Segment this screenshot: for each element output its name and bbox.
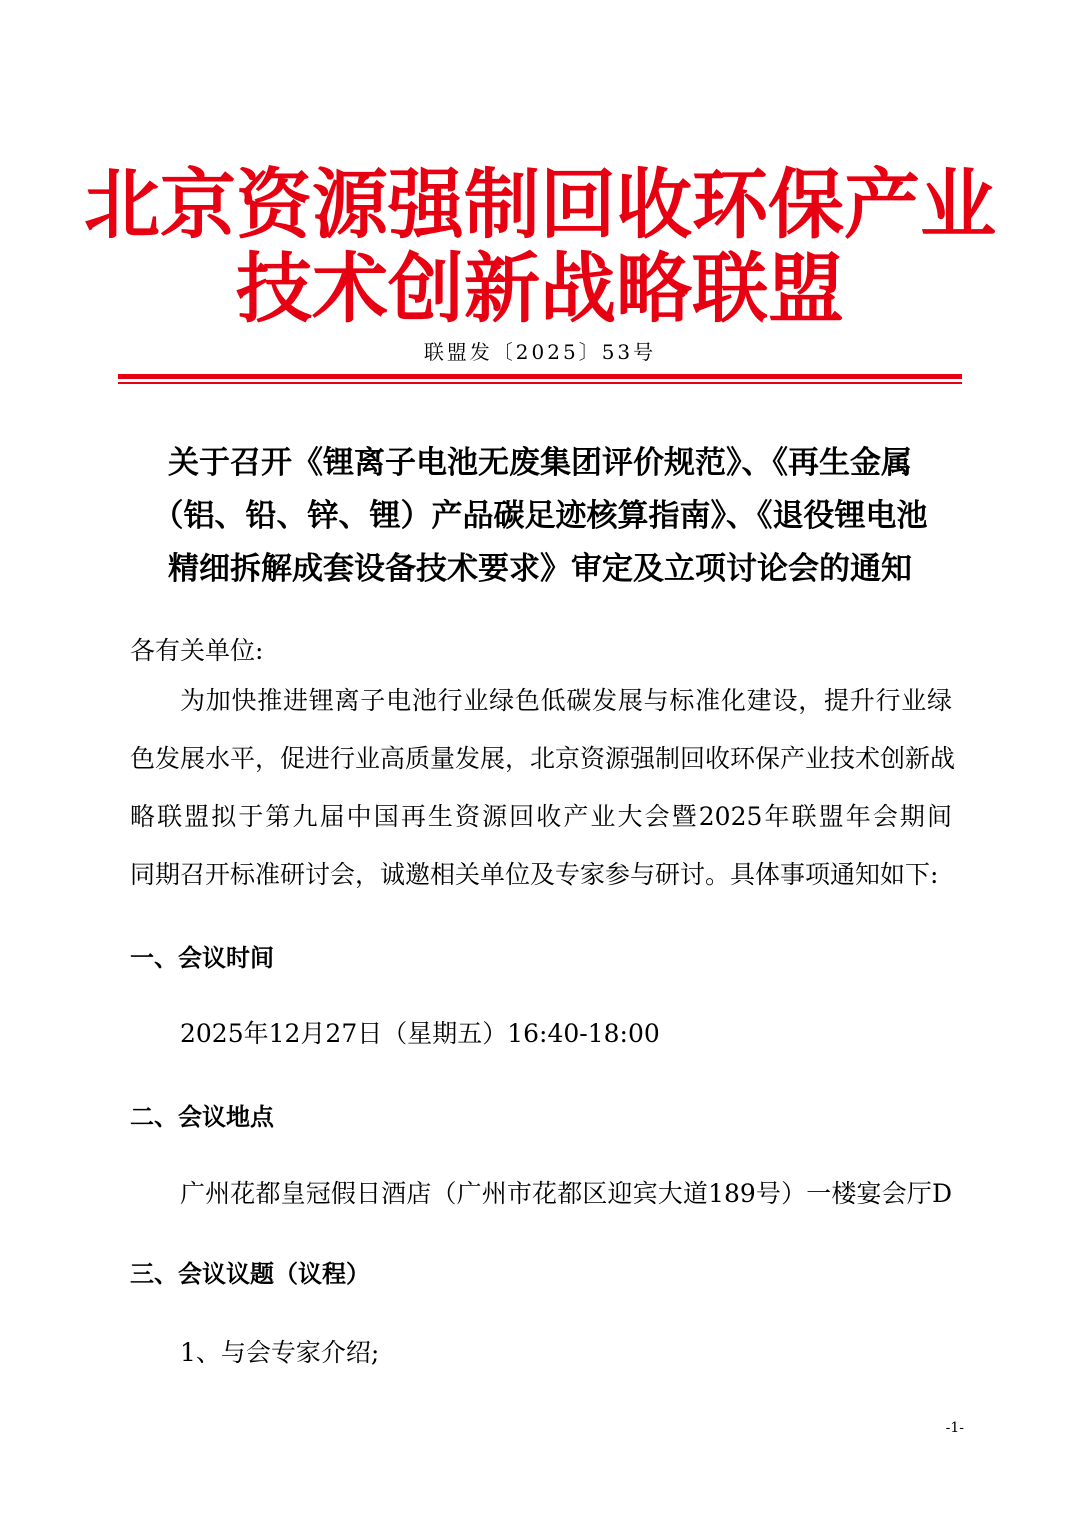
notice-title-line-3: 精细拆解成套设备技术要求》审定及立项讨论会的通知 [168, 551, 912, 587]
red-divider-thick [118, 374, 962, 379]
intro-line-2: 色发展水平，促进行业高质量发展，北京资源强制回收环保产业技术创新战 [130, 744, 956, 773]
meeting-time: 2025年12月27日（星期五）16:40-18:00 [180, 1019, 660, 1048]
agenda-item-1: 1、与会专家介绍; [180, 1338, 380, 1367]
section-heading-agenda: 三、会议议题（议程） [130, 1260, 370, 1288]
notice-title-line-2: （铝、铅、锌、锂）产品碳足迹核算指南》、《退役锂电池 [152, 498, 928, 534]
salutation: 各有关单位: [130, 636, 264, 665]
intro-line-1: 为加快推进锂离子电池行业绿色低碳发展与标准化建设，提升行业绿 [180, 686, 952, 715]
section-heading-time: 一、会议时间 [130, 944, 274, 972]
org-name-line-2: 技术创新战略联盟 [236, 244, 844, 333]
notice-title-line-1: 关于召开《锂离子电池无废集团评价规范》、《再生金属 [168, 445, 912, 481]
page-number: -1- [945, 1420, 964, 1436]
intro-line-3: 略联盟拟于第九届中国再生资源回收产业大会暨2025年联盟年会期间 [130, 802, 952, 831]
intro-line-4: 同期召开标准研讨会，诚邀相关单位及专家参与研讨。具体事项通知如下: [130, 860, 939, 889]
red-divider-thin [118, 382, 962, 384]
document-number: 联盟发〔2025〕53号 [423, 340, 657, 364]
org-name-line-1: 北京资源强制回收环保产业 [84, 160, 996, 249]
meeting-location: 广州花都皇冠假日酒店（广州市花都区迎宾大道189号）一楼宴会厅D [180, 1179, 952, 1208]
section-heading-location: 二、会议地点 [130, 1103, 274, 1131]
